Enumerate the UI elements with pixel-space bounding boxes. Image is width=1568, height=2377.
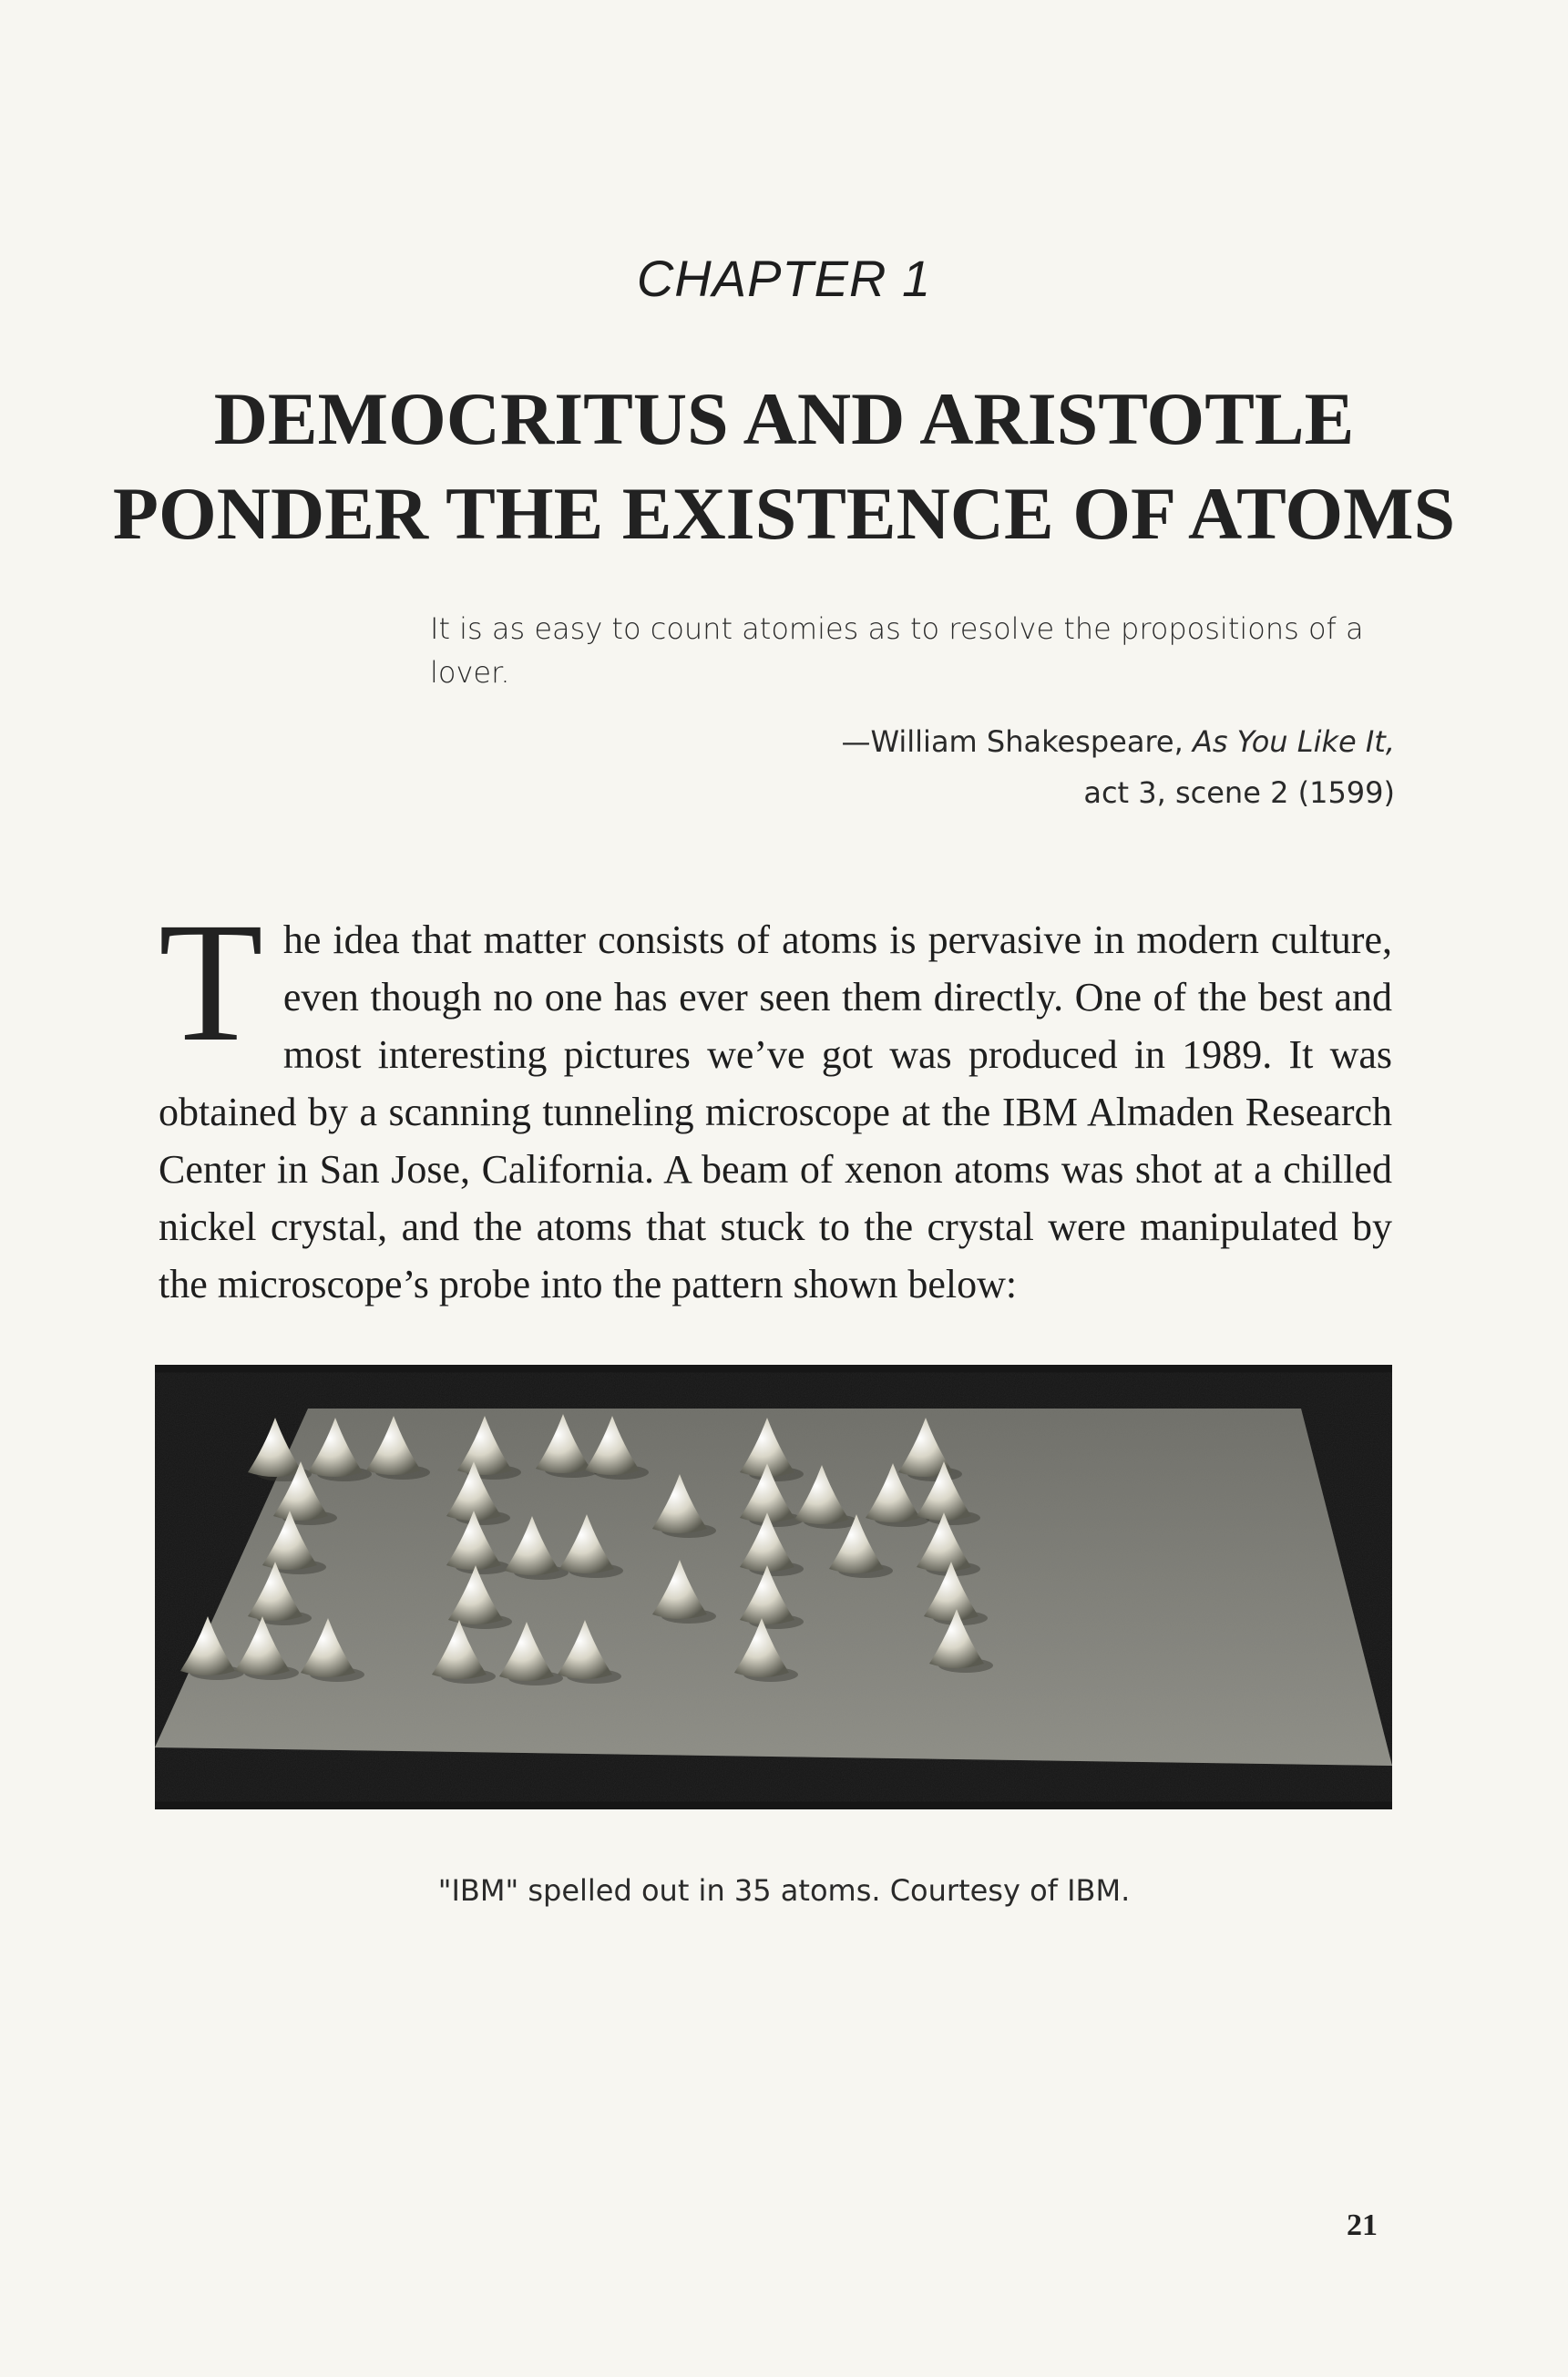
figure-caption: "IBM" spelled out in 35 atoms. Courtesy of IBM. (437, 1873, 1131, 1908)
chapter-title (0, 372, 1568, 561)
attribution-work-title: As You Like It, (1192, 724, 1395, 759)
body-paragraph (159, 886, 1392, 1313)
epigraph-quote: It is as easy to count atomies as to resolve the propositions of a lover. (430, 611, 1364, 690)
chapter-title-line-2: PONDER THE EXISTENCE OF ATOMS (112, 472, 1456, 555)
page-number: 21 (1347, 2208, 1378, 2242)
ibm-atoms-figure (155, 1365, 1392, 1809)
drop-cap: T (159, 886, 263, 1077)
epigraph-attribution (841, 716, 1395, 818)
attribution-location: act 3, scene 2 (1599) (1083, 775, 1395, 810)
chapter-label: CHAPTER 1 (636, 250, 932, 307)
chapter-title-line-1: DEMOCRITUS AND ARISTOTLE (213, 377, 1355, 460)
body-text: he idea that matter consists of atoms is pervasive in modern culture, even though no one has ever seen them directly. One of the best and most interesting pictures we’ve got was produced in 1989. It was obtained by a scanning tunneling microscope at the IBM Almaden Research Center in San Jose, California. A beam of xenon atoms was shot at a chilled nickel crystal, and the atoms that stuck to the crystal were manipulated by the microscope’s probe into the pattern shown below: (159, 917, 1392, 1306)
atoms-image (155, 1365, 1392, 1809)
attribution-author: —William Shakespeare, (841, 724, 1193, 759)
